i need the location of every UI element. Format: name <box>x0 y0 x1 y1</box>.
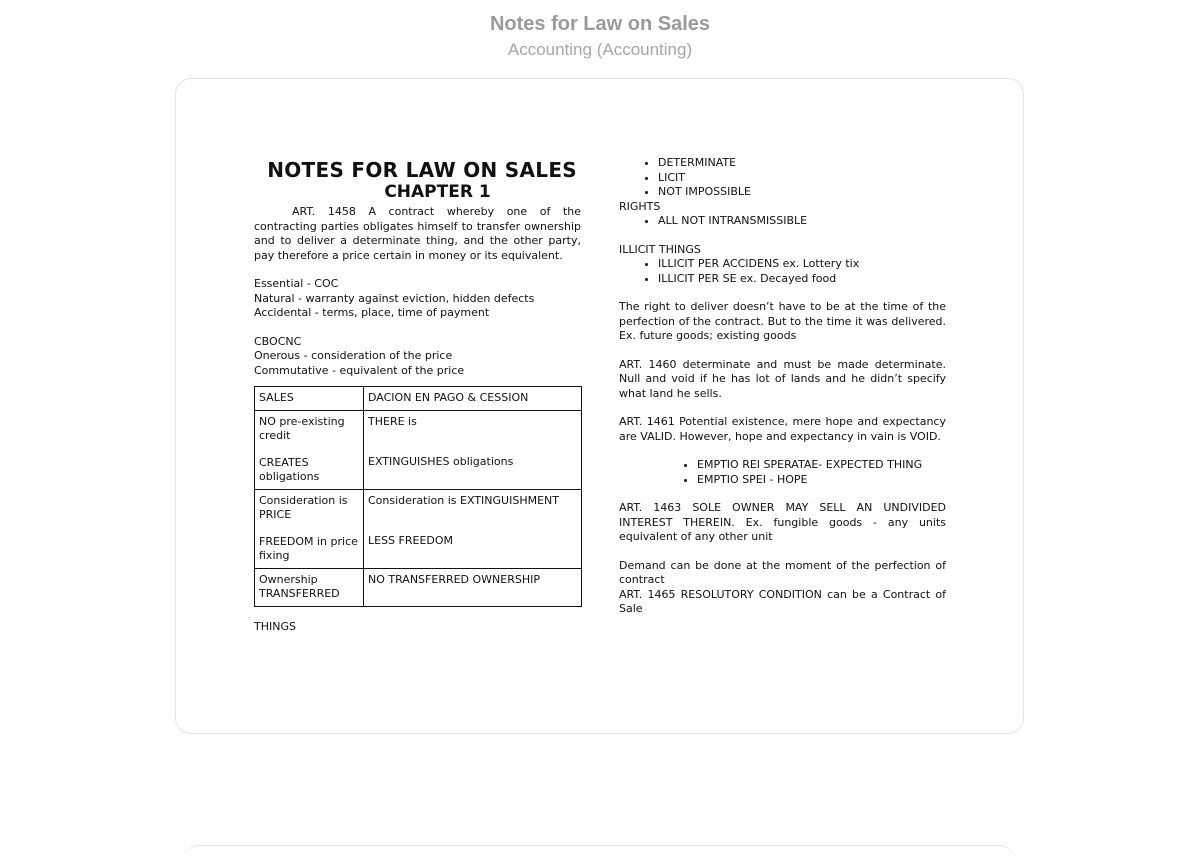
list-item: • ALL NOT INTRANSMISSIBLE <box>658 214 946 229</box>
document-title: Notes for Law on Sales <box>489 13 711 35</box>
list-item: • EMPTIO SPEI - HOPE <box>697 473 946 488</box>
next-page-card <box>183 845 1015 866</box>
cell-text: THERE is <box>368 414 417 428</box>
cbocnc-line: Commutative - equivalent of the price <box>254 363 465 377</box>
table-header-row <box>255 387 582 411</box>
table-header-cell: SALES <box>255 387 364 411</box>
element-line: Natural - warranty against eviction, hidden defects <box>254 291 535 305</box>
illicit-heading: ILLICIT THINGS <box>619 242 701 256</box>
illicit-list <box>619 257 946 286</box>
right-column <box>619 156 946 617</box>
list-item: • DETERMINATE <box>658 156 946 171</box>
emptio-list <box>619 458 946 487</box>
cell-text: CREATES obligations <box>259 455 320 483</box>
cbocnc-line: CBOCNC <box>254 334 302 348</box>
list-item: • LICIT <box>658 171 946 186</box>
art-1458-paragraph: ART. 1458 A contract whereby one of the contracting parties obligates himself to transfer ownership and to deliver a determinate thing, and the other party, pay therefore a price certain in money or its equivalent. <box>254 205 581 262</box>
list-item: • ILLICIT PER SE ex. Decayed food <box>658 272 946 287</box>
left-column <box>254 158 581 634</box>
table-cell <box>364 489 582 568</box>
element-line: Essential - COC <box>254 277 339 290</box>
cell-text: FREEDOM in price fixing <box>259 534 358 562</box>
art-1461-paragraph: ART. 1461 Potential existence, mere hope and expectancy are VALID. However, hope and expectancy in vain is VOID. <box>619 415 946 443</box>
deliver-paragraph: The right to deliver doesn’t have to be at the time of the perfection of the contract. But to the time it was delivered. Ex. future goods; existing goods <box>619 300 946 342</box>
rights-heading: RIGHTS <box>619 199 661 213</box>
list-item: • ILLICIT PER ACCIDENS ex. Lottery tix <box>658 257 946 272</box>
list-item: • NOT IMPOSSIBLE <box>658 185 946 200</box>
cell-text: NO pre-existing credit <box>259 414 345 442</box>
table-header-cell: DACION EN PAGO & CESSION <box>364 387 582 411</box>
rights-list <box>619 214 946 229</box>
demand-paragraph: Demand can be done at the moment of the perfection of contract <box>619 558 946 586</box>
table-row <box>255 568 582 606</box>
art-1463-paragraph: ART. 1463 SOLE OWNER MAY SELL AN UNDIVIDED INTEREST THEREIN. Ex. fungible goods - any units equivalent of any other unit <box>619 501 946 543</box>
cell-text: EXTINGUISHES obligations <box>368 455 514 468</box>
list-item: • EMPTIO REI SPERATAE- EXPECTED THING <box>697 458 946 473</box>
document-category[interactable]: Accounting (Accounting) <box>507 40 693 59</box>
table-cell <box>255 489 364 568</box>
table-cell: NO TRANSFERRED OWNERSHIP <box>364 568 582 606</box>
chapter-heading: CHAPTER 1 <box>384 182 491 202</box>
art-1465-paragraph: ART. 1465 RESOLUTORY CONDITION can be a Contract of Sale <box>619 587 946 615</box>
cell-text: LESS FREEDOM <box>368 534 454 547</box>
table-cell <box>255 410 364 489</box>
sales-vs-dacion-table <box>254 386 582 607</box>
cell-text: Consideration is EXTINGUISHMENT <box>368 493 559 507</box>
things-list <box>619 156 946 200</box>
table-cell: Ownership TRANSFERRED <box>255 568 364 606</box>
table-cell <box>364 410 582 489</box>
things-heading: THINGS <box>254 619 296 633</box>
art-1460-paragraph: ART. 1460 determinate and must be made determinate. Null and void if he has lot of lands and he didn’t specify what land he sells. <box>619 357 946 400</box>
table-row <box>255 489 582 568</box>
table-row <box>255 410 582 489</box>
cbocnc-line: Onerous - consideration of the price <box>254 349 453 362</box>
cell-text: Consideration is PRICE <box>259 493 348 521</box>
page-heading: NOTES FOR LAW ON SALES <box>267 158 577 182</box>
element-line: Accidental - terms, place, time of payment <box>254 306 490 319</box>
